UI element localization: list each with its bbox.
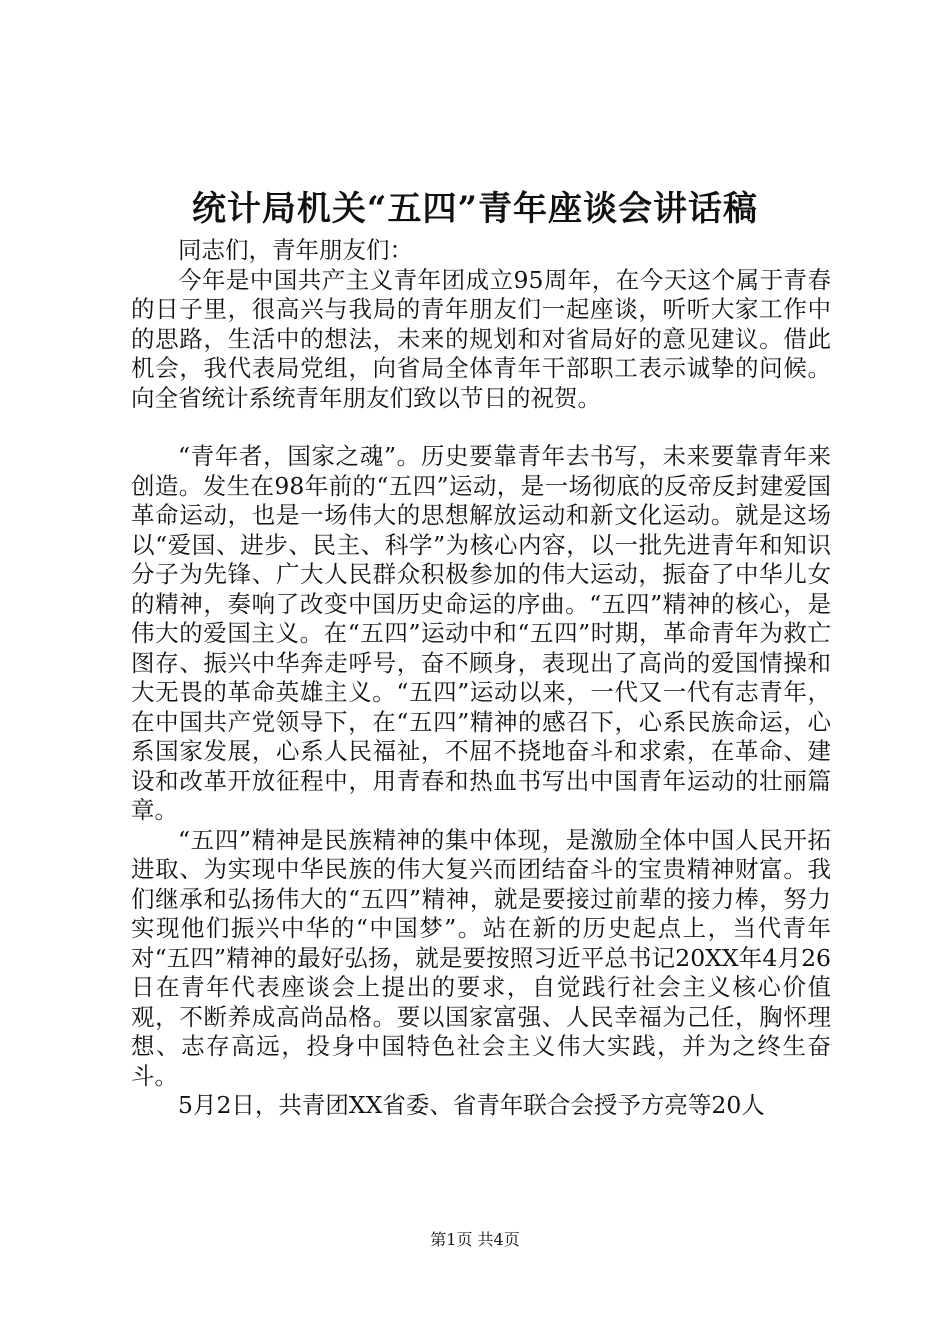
paragraph-3: “五四”精神是民族精神的集中体现，是激励全体中国人民开拓进取、为实现中华民族的伟大复兴而团结奋斗的宝贵精神财富。我们继承和弘扬伟大的“五四”精神，就是要接过前辈的接力棒，努力实现他们振兴中华的“中国梦”。站在新的历史起点上，当代青年对“五四”精神的最好弘扬，就是要按照习近平总书记20XX年4月26日在青年代表座谈会上提出的要求，自觉践行社会主义核心价值观，不断养成高尚品格。要以国家富强、人民幸福为己任，胸怀理想、志存高远，投身中国特色社会主义伟大实践，并为之终生奋斗。	[131, 825, 831, 1090]
paragraph-4: 5月2日，共青团XX省委、省青年联合会授予方亮等20人	[178, 1091, 765, 1119]
paragraph-2: “青年者，国家之魂”。历史要靠青年去书写，未来要靠青年来创造。发生在98年前的“五四”运动，是一场彻底的反帝反封建爱国革命运动，也是一场伟大的思想解放运动和新文化运动。就是这场以“爱国、进步、民主、科学”为核心内容，以一批先进青年和知识分子为先锋、广大人民群众积极参加的伟大运动，振奋了中华儿女的精神，奏响了改变中国历史命运的序曲。“五四”精神的核心，是伟大的爱国主义。在“五四”运动中和“五四”时期，革命青年为救亡图存、振兴中华奔走呼号，奋不顾身，表现出了高尚的爱国情操和大无畏的革命英雄主义。“五四”运动以来，一代又一代有志青年，在中国共产党领导下，在“五四”精神的感召下，心系民族命运，心系国家发展，心系人民福祉，不屈不挠地奋斗和求索，在革命、建设和改革开放征程中，用青春和热血书写出中国青年运动的壮丽篇章。	[131, 442, 831, 824]
page-footer: 第1页 共4页	[430, 1230, 520, 1249]
document-title: 统计局机关“五四”青年座谈会讲话稿	[191, 189, 759, 229]
paragraph-1: 今年是中国共产主义青年团成立95周年，在今天这个属于青春的日子里，很高兴与我局的青年朋友们一起座谈，听听大家工作中的思路，生活中的想法，未来的规划和对省局好的意见建议。借此机会，我代表局党组，向省局全体青年干部职工表示诚挚的问候。向全省统计系统青年朋友们致以节日的祝贺。	[131, 265, 831, 412]
salutation: 同志们，青年朋友们：	[178, 236, 413, 264]
document-body	[131, 236, 831, 1121]
